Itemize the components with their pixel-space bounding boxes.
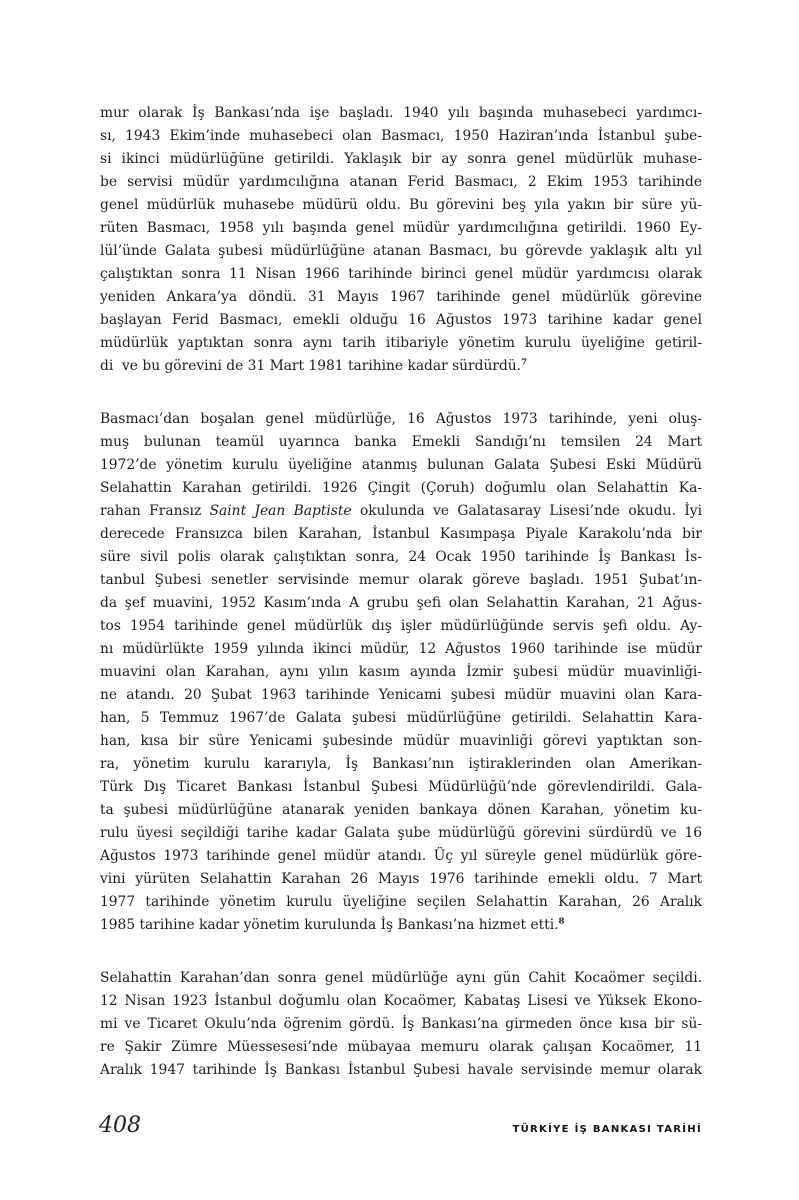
text-line: müdürlük yaptıktan sonra aynı tarih itibariyle yönetim kurulu üyeliğine getiril-	[100, 335, 702, 351]
text-line: mi ve Ticaret Okulu’nda öğrenim gördü. İş Bankası’na girmeden önce kısa bir sü-	[100, 1016, 702, 1032]
text-line: lül’ünde Galata şubesi müdürlüğüne atanan Basmacı, bu görevde yaklaşık altı yıl	[100, 243, 702, 259]
text-line: 1977 tarihinde yönetim kurulu üyeliğine seçilen Selahattin Karahan, 26 Aralık	[100, 894, 702, 910]
text-line: han, 5 Temmuz 1967’de Galata şubesi müdürlüğüne getirildi. Selahattin Kara-	[100, 710, 702, 726]
running-title: TÜRKİYE İŞ BANKASI TARİHİ	[512, 1124, 702, 1135]
text-line: Selahattin Karahan’dan sonra genel müdürlüğe aynı gün Cahit Kocaömer seçildi.	[100, 970, 702, 986]
text-line: di ve bu görevini de 31 Mart 1981 tarihine kadar sürdürdü.$^7$	[100, 357, 528, 374]
text-line: 1985 tarihine kadar yönetim kurulunda İş Bankası’na hizmet etti.$^8$	[100, 916, 565, 933]
text-line: Türk Dış Ticaret Bankası İstanbul Şubesi Müdürlüğü’nde görevlendirildi. Gala-	[100, 779, 702, 795]
text-line: muş bulunan teamül uyarınca banka Emekli Sandığı’nı temsilen 24 Mart	[100, 434, 702, 450]
text-line: rüten Basmacı, 1958 yılı başında genel müdür yardımcılığına getirildi. 1960 Ey-	[100, 220, 702, 236]
text-line: ta şubesi müdürlüğüne atanarak yeniden bankaya dönen Karahan, yönetim ku-	[100, 802, 702, 818]
paragraph	[100, 408, 702, 937]
paragraph	[100, 102, 702, 378]
text-line: 1972’de yönetim kurulu üyeliğine atanmış bulunan Galata Şubesi Eski Müdürü	[100, 457, 702, 473]
text-line: han, kısa bir süre Yenicami şubesinde müdür muavinliği görevi yaptıktan son-	[100, 733, 702, 749]
body-text	[100, 102, 702, 1082]
text-line: Ağustos 1973 tarihinde genel müdür atandı. Üç yıl süreyle genel müdürlük göre-	[100, 848, 702, 864]
text-line: mur olarak İş Bankası’nda işe başladı. 1940 yılı başında muhasebeci yardımcı-	[100, 105, 702, 121]
text-line: si ikinci müdürlüğüne getirildi. Yaklaşık bir ay sonra genel müdürlük muhase-	[100, 151, 702, 167]
text-line: da şef muavini, 1952 Kasım’ında A grubu şefi olan Selahattin Karahan, 21 Ağus-	[100, 595, 702, 611]
text-line: çalıştıktan sonra 11 Nisan 1966 tarihinde birinci genel müdür yardımcısı olarak	[100, 266, 702, 282]
text-line: ra, yönetim kurulu kararıyla, İş Bankası’nın iştiraklerinden olan Amerikan-	[100, 756, 702, 772]
page-number: 408	[99, 1113, 141, 1138]
text-line: sı, 1943 Ekim’inde muhasebeci olan Basmacı, 1950 Haziran’ında İstanbul şube-	[100, 128, 702, 144]
text-line: rahan Fransız Saint Jean Baptiste okulunda ve Galatasaray Lisesi’nde okudu. İyi	[100, 503, 702, 519]
text-line: Basmacı’dan boşalan genel müdürlüğe, 16 Ağustos 1973 tarihinde, yeni oluş-	[100, 411, 702, 427]
text-line: tos 1954 tarihinde genel müdürlük dış işler müdürlüğünde servis şefi oldu. Ay-	[100, 618, 702, 634]
text-line: re Şakir Zümre Müessesesi’nde mübayaa memuru olarak çalışan Kocaömer, 11	[100, 1039, 702, 1055]
text-line: muavini olan Karahan, aynı yılın kasım ayında İzmir şubesi müdür muavinliği-	[100, 664, 702, 680]
text-line: derecede Fransızca bilen Karahan, İstanbul Kasımpaşa Piyale Karakolu’nda bir	[100, 526, 702, 542]
paragraph	[100, 967, 702, 1082]
text-line: Aralık 1947 tarihinde İş Bankası İstanbul Şubesi havale servisinde memur olarak	[100, 1062, 702, 1078]
text-line: başlayan Ferid Basmacı, emekli olduğu 16 Ağustos 1973 tarihine kadar genel	[100, 312, 702, 328]
text-line: nı müdürlükte 1959 yılında ikinci müdür, 12 Ağustos 1960 tarihinde ise müdür	[100, 641, 702, 657]
text-line: be servisi müdür yardımcılığına atanan Ferid Basmacı, 2 Ekim 1953 tarihinde	[100, 174, 702, 190]
text-line: 12 Nisan 1923 İstanbul doğumlu olan Kocaömer, Kabataş Lisesi ve Yüksek Ekono-	[100, 993, 702, 1009]
text-line: süre sivil polis olarak çalıştıktan sonra, 24 Ocak 1950 tarihinde İş Bankası İs-	[100, 549, 702, 565]
text-line: genel müdürlük muhasebe müdürü oldu. Bu görevini beş yıla yakın bir süre yü-	[100, 197, 702, 213]
text-line: ne atandı. 20 Şubat 1963 tarihinde Yenicami şubesi müdür muavini olan Kara-	[100, 687, 702, 703]
text-line: tanbul Şubesi senetler servisinde memur olarak göreve başladı. 1951 Şubat’ın-	[100, 572, 702, 588]
text-line: Selahattin Karahan getirildi. 1926 Çingit (Çoruh) doğumlu olan Selahattin Ka-	[100, 480, 702, 496]
text-line: rulu üyesi seçildiği tarihe kadar Galata şube müdürlüğü görevini sürdürdü ve 16	[100, 825, 702, 841]
text-line: yeniden Ankara’ya döndü. 31 Mayıs 1967 tarihinde genel müdürlük görevine	[100, 289, 702, 305]
text-line: vini yürüten Selahattin Karahan 26 Mayıs 1976 tarihinde emekli oldu. 7 Mart	[100, 871, 702, 887]
